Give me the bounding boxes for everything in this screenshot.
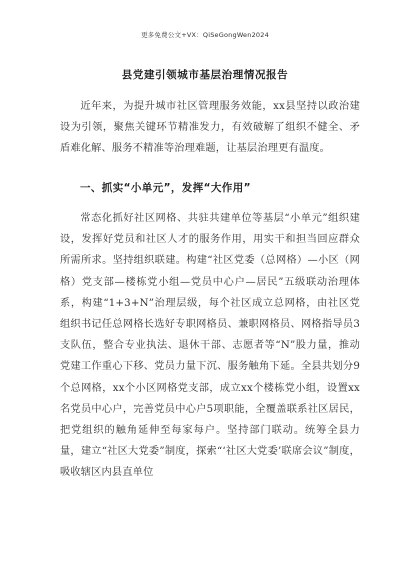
watermark-header: 更多免费公文+VX：QiSeGongWen2024 [141,31,269,39]
document-title: 县党建引领城市基层治理情况报告 [121,69,289,81]
section-body-paragraph: 常态化抓好社区网格、共驻共建单位等基层“小单元”组织建设，发挥好党员和社区人才的服务作用，用实干和担当回应群众所需所求。坚持组织联建。构建“社区党委（总网格）—小区（网格）党支部—楼栋党小组—党员中心户—居民”五级联动治理体系，构建“1+3+N”治理层级，每个社区成立总网格，由社区党组织书记任总网格长选好专职网格员、兼职网格员、网格指导员3支队伍，整合专业执法、退休干部、志愿者等“N”股力量，推动党建工作重心下移、党员力量下沉、服务触角下延。全县共划分9个总网格，xx个小区网格党支部，成立xx个楼栋党小组，设置xx名党员中心户，完善党员中心户5项职能，全覆盖联系社区居民，把党组织的触角延伸至每家每户。坚持部门联动。统筹全县力量，建立“社区大党委”制度，探索“‘社区大党委’联席会议”制度，吸收辖区内县直单位 [60,213,360,479]
section-heading: 一、抓实“小单元”，发挥“大作用” [80,182,251,194]
intro-paragraph: 近年来，为提升城市社区管理服务效能，xx县坚持以政治建设为引领，聚焦关键环节精准发力，有效破解了组织不健全、矛盾难化解、服务不精准等治理难题，让基层治理更有温度。 [60,101,360,155]
